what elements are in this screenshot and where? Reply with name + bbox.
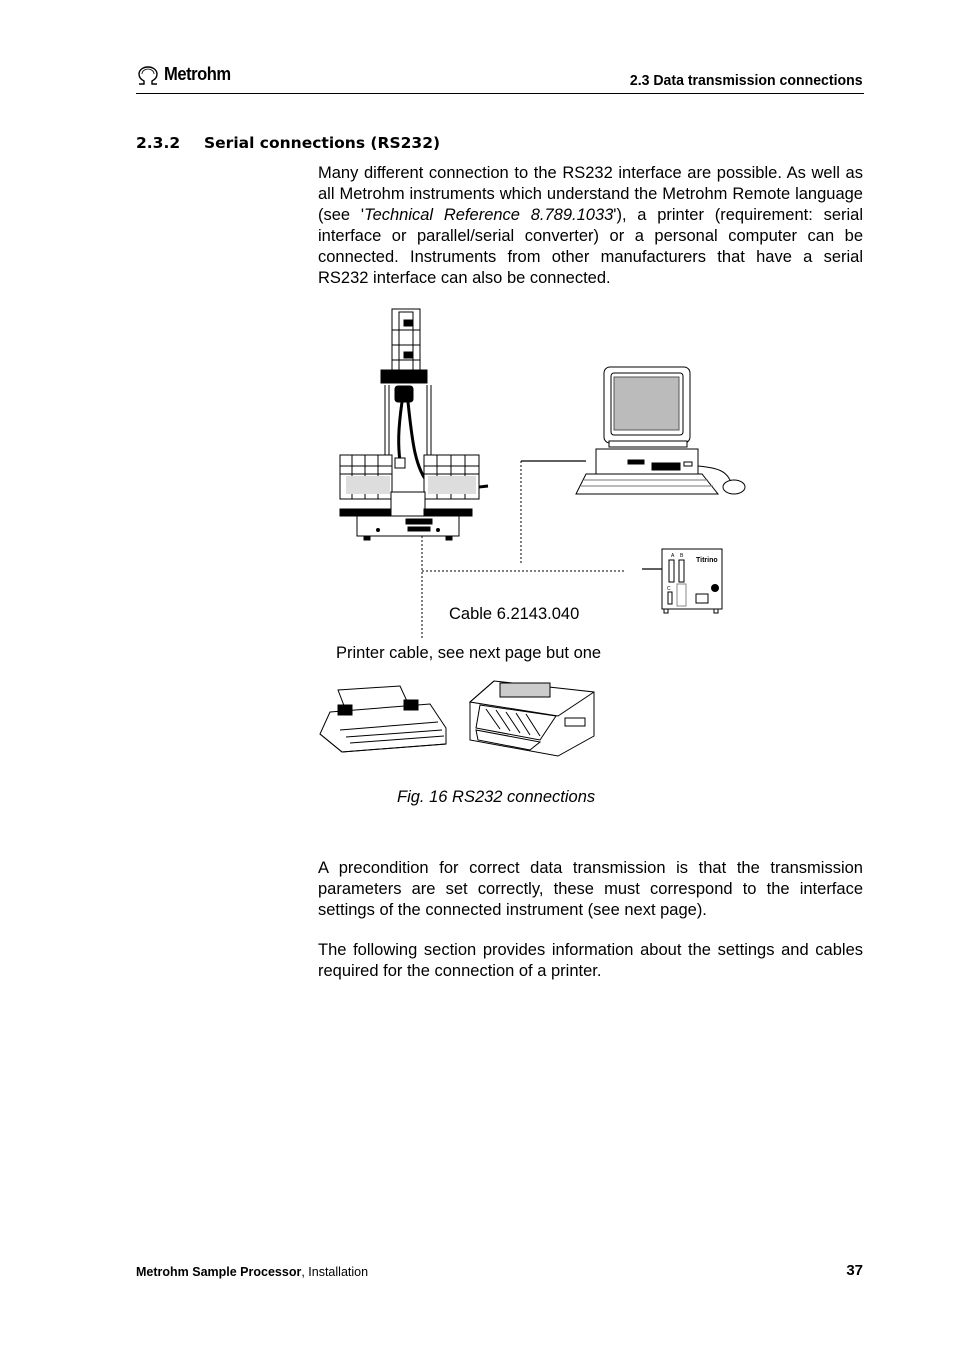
titrino-port-a-label: A	[671, 553, 675, 559]
section-title: 2.3 Data transmission connections	[630, 72, 863, 89]
footer-document-title	[136, 1265, 368, 1279]
rs232-connections-figure	[318, 300, 863, 770]
footer-product: Metrohm Sample Processor	[136, 1265, 302, 1279]
laser-printer-illustration	[470, 681, 594, 756]
precondition-paragraph: A precondition for correct data transmission is that the transmission parameters are set correctly, these must correspond to the interface settings of the connected instrument (see next page).	[318, 859, 863, 919]
technical-reference-link-text: Technical Reference 8.789.1033	[364, 206, 614, 224]
intro-text-start: Many different connection to the RS232 interface are possible. As well as all Metrohm instruments which understand the Metrohm Remote language (see '	[318, 164, 863, 224]
intro-text-end: '), a printer (requirement: serial interface or parallel/serial converter) or a personal computer can be connected. Instruments from other manufacturers that have a serial RS232 interface can also be connected.	[318, 206, 863, 287]
page-number: 37	[846, 1262, 863, 1279]
sample-processor-illustration	[340, 309, 488, 540]
section-heading	[136, 134, 440, 152]
brand-name: Metrohm	[164, 64, 231, 84]
intro-paragraph	[318, 163, 863, 289]
dot-matrix-printer-illustration	[320, 686, 446, 752]
titrino-label: Titrino	[696, 557, 718, 564]
titrino-port-b-label: B	[680, 553, 684, 559]
header-divider	[136, 93, 864, 94]
section-heading-title: Serial connections (RS232)	[204, 134, 441, 152]
titrino-port-c-label: C	[667, 586, 671, 592]
section-number: 2.3.2	[136, 134, 181, 152]
personal-computer-illustration	[576, 367, 745, 494]
figure-caption: Fig. 16 RS232 connections	[397, 788, 596, 806]
metrohm-logo	[136, 64, 246, 90]
titrino-illustration	[662, 549, 722, 613]
omega-logo-icon	[136, 66, 160, 86]
following-section-paragraph: The following section provides information about the settings and cables required for the connection of a printer.	[318, 941, 863, 980]
cable-label: Cable 6.2143.040	[449, 605, 580, 623]
printer-cable-label: Printer cable, see next page but one	[336, 644, 602, 662]
footer-doc-part: , Installation	[301, 1265, 369, 1279]
